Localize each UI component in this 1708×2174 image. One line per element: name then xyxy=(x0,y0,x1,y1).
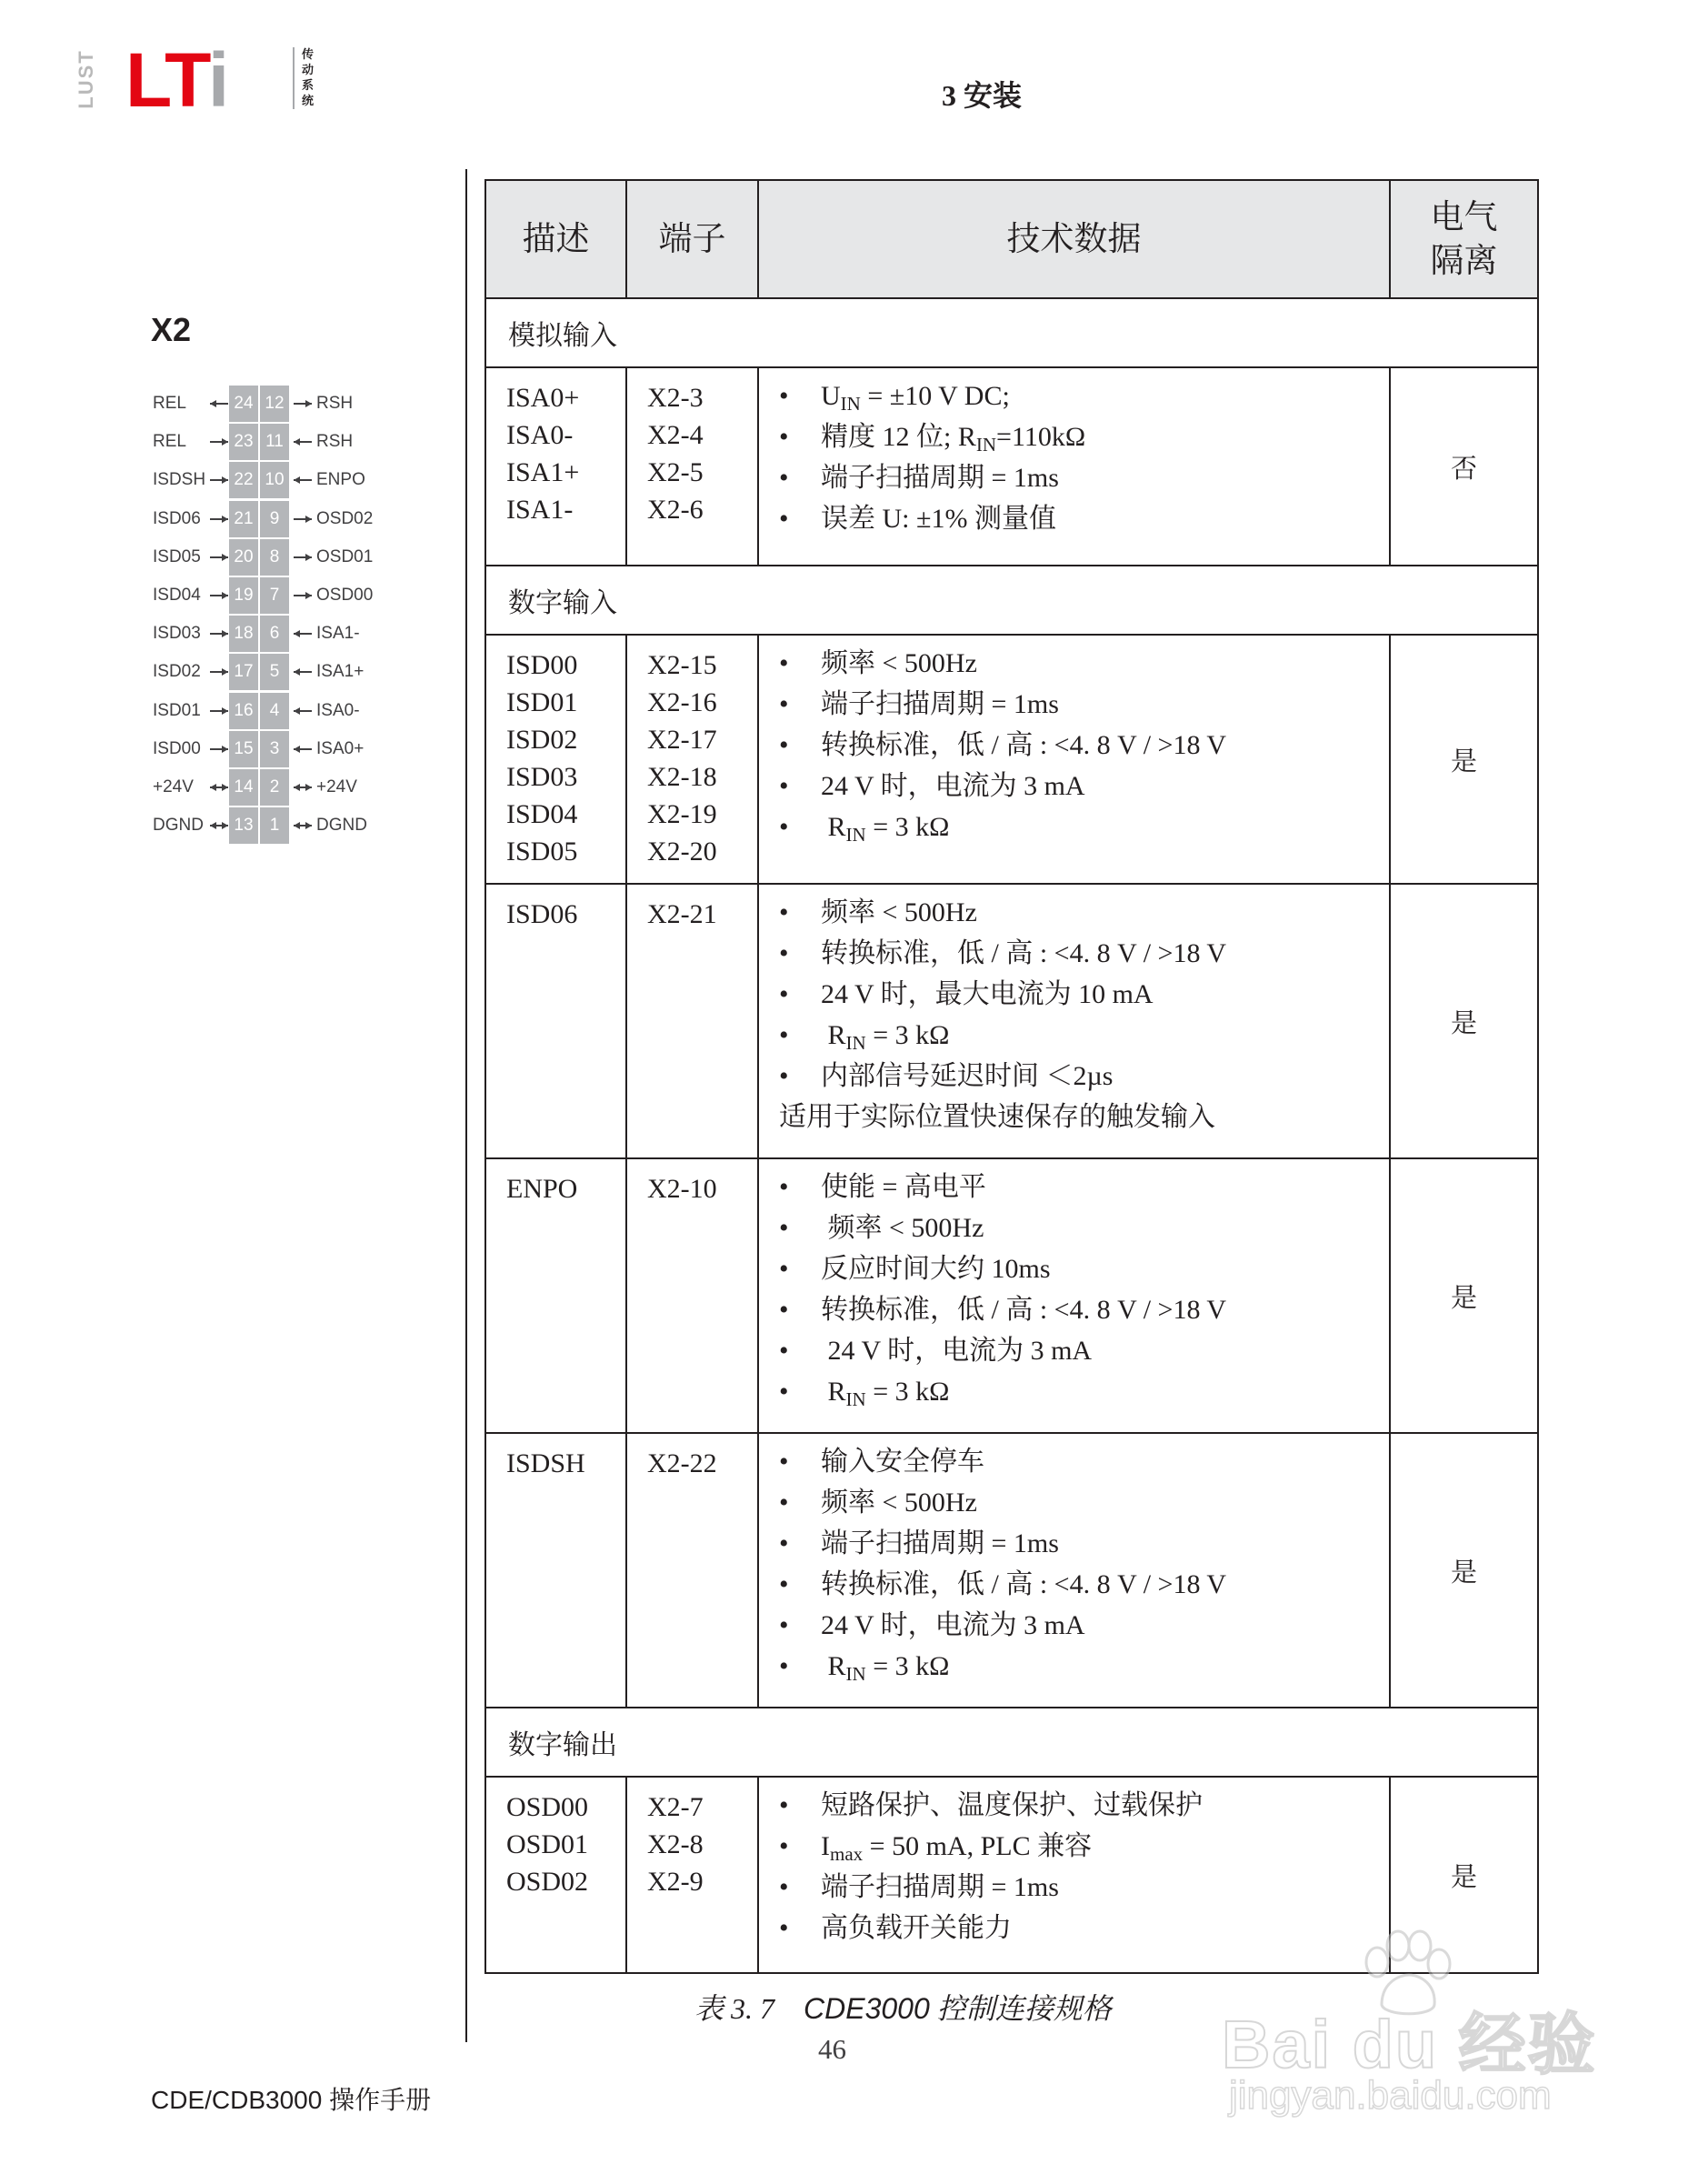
pin-row xyxy=(153,462,389,500)
list-item: • 内部信号延迟时间 ＜2µs xyxy=(779,1061,1114,1091)
lti-mark xyxy=(125,37,228,123)
list-item: • $R_{IN} = 3$ kΩ xyxy=(779,812,950,846)
desc-cell: OSD00 OSD01 OSD02 xyxy=(485,1777,626,1973)
terminal-cell: X2-15 X2-16 X2-17 X2-18 X2-19 X2-20 xyxy=(626,635,758,884)
arrow-icon xyxy=(291,469,315,491)
isolation-cell: 是 xyxy=(1390,635,1538,884)
pin-number-left: 24 xyxy=(229,386,258,422)
arrow-icon xyxy=(291,431,315,453)
pin-signal-right: ENPO xyxy=(316,470,365,490)
arrow-icon xyxy=(291,738,315,760)
terminal-cell: X2-10 xyxy=(626,1158,758,1433)
pin-signal-right: OSD02 xyxy=(316,508,374,528)
pin-signal-left: ISD01 xyxy=(153,700,201,720)
arrow-icon xyxy=(207,700,231,722)
pin-number-left: 16 xyxy=(229,693,258,729)
pin-number-right: 4 xyxy=(260,693,289,729)
arrow-icon xyxy=(291,661,315,683)
section-title: 数字输出 xyxy=(485,1708,1538,1777)
desc-cell: ISA0+ ISA0- ISA1+ ISA1- xyxy=(485,367,626,566)
arrow-icon xyxy=(207,661,231,683)
list-item: • $R_{IN} = 3$ kΩ xyxy=(779,1651,950,1685)
arrow-icon xyxy=(291,776,315,798)
pin-number-left: 23 xyxy=(229,424,258,460)
tech-cell xyxy=(758,367,1390,566)
list-item: • 端子扫描周期 = 1ms xyxy=(779,1528,1059,1558)
arrow-icon xyxy=(291,700,315,722)
table-caption: 表 3. 7 CDE3000 控制连接规格 xyxy=(694,1992,1112,2025)
connector-title: X2 xyxy=(151,311,192,348)
pin-signal-right: RSH xyxy=(316,394,354,413)
list-item: • 频率 < 500Hz xyxy=(779,897,977,927)
tech-cell xyxy=(758,635,1390,884)
pin-signal-right: ISA1- xyxy=(316,624,360,644)
pin-row xyxy=(153,386,389,424)
pin-number-left: 17 xyxy=(229,654,258,690)
list-item: • $I_{max} = 50$ mA, PLC 兼容 xyxy=(779,1831,1093,1865)
tech-cell xyxy=(758,1433,1390,1708)
header-tech: 技术数据 xyxy=(758,180,1390,298)
pin-signal-left: ISD03 xyxy=(153,624,201,644)
table-row xyxy=(485,1433,1538,1708)
pin-signal-right: ISA1+ xyxy=(316,662,365,682)
pin-number-left: 20 xyxy=(229,539,258,576)
header-terminal: 端子 xyxy=(626,180,758,298)
pin-row xyxy=(153,693,389,731)
pin-signal-left: ISD00 xyxy=(153,738,201,758)
pin-signal-left: ISD05 xyxy=(153,546,201,566)
arrow-icon xyxy=(291,623,315,645)
pin-signal-left: REL xyxy=(153,394,186,413)
list-item: • 转换标准，低 / 高 : <4. 8 V / >18 V xyxy=(779,938,1227,968)
tech-cell xyxy=(758,884,1390,1158)
pin-signal-left: ISD02 xyxy=(153,662,201,682)
terminal-cell: X2-3 X2-4 X2-5 X2-6 xyxy=(626,367,758,566)
pin-row xyxy=(153,539,389,577)
arrow-icon xyxy=(207,546,231,568)
arrow-icon xyxy=(207,815,231,837)
baidu-watermark xyxy=(1218,1955,1618,2137)
arrow-icon xyxy=(207,393,231,415)
pin-signal-right: RSH xyxy=(316,432,354,452)
logo-divider xyxy=(293,47,295,109)
list-item: • 转换标准，低 / 高 : <4. 8 V / >18 V xyxy=(779,1569,1227,1599)
logo-lt: LT xyxy=(125,37,208,123)
list-item: • 端子扫描周期 = 1ms xyxy=(779,689,1059,719)
pin-number-left: 22 xyxy=(229,462,258,498)
list-item: • 24 V 时，电流为 3 mA xyxy=(779,1336,1093,1366)
section-row-digital-output xyxy=(485,1708,1538,1777)
pin-number-right: 3 xyxy=(260,731,289,767)
terminal-cell: X2-7 X2-8 X2-9 xyxy=(626,1777,758,1973)
header-isolation: 电气 隔离 xyxy=(1390,180,1538,298)
pin-number-left: 15 xyxy=(229,731,258,767)
table-row xyxy=(485,884,1538,1158)
pin-number-right: 5 xyxy=(260,654,289,690)
pin-number-right: 7 xyxy=(260,577,289,614)
list-item: • 输入安全停车 xyxy=(779,1447,984,1477)
list-item: • 使能 = 高电平 xyxy=(779,1172,986,1202)
section-row-digital-input xyxy=(485,566,1538,635)
pin-signal-right: ISA0+ xyxy=(316,738,365,758)
desc-cell: ISD06 xyxy=(485,884,626,1158)
pin-number-right: 10 xyxy=(260,462,289,498)
list-item: • 误差 U: ±1% 测量值 xyxy=(779,504,1056,534)
pin-signal-left: DGND xyxy=(153,816,204,836)
pin-signal-right: ISA0- xyxy=(316,700,360,720)
isolation-cell: 否 xyxy=(1390,367,1538,566)
list-item: • 频率 < 500Hz xyxy=(779,648,977,678)
list-item: • 频率 < 500Hz xyxy=(779,1213,984,1243)
isolation-cell: 是 xyxy=(1390,1433,1538,1708)
pin-signal-left: +24V xyxy=(153,777,194,796)
list-item: • 高负载开关能力 xyxy=(779,1913,1012,1943)
arrow-icon xyxy=(207,776,231,798)
terminal-cell: X2-22 xyxy=(626,1433,758,1708)
section-row-analog xyxy=(485,298,1538,367)
desc-cell: ISD00 ISD01 ISD02 ISD03 ISD04 ISD05 xyxy=(485,635,626,884)
list-item: • 24 V 时，最大电流为 10 mA xyxy=(779,979,1154,1009)
page-number: 46 xyxy=(818,2033,846,2065)
section-title: 数字输入 xyxy=(485,566,1538,635)
list-item: • 反应时间大约 10ms xyxy=(779,1254,1051,1284)
vertical-divider xyxy=(465,169,467,2042)
header-desc: 描述 xyxy=(485,180,626,298)
chapter-heading: 3 安装 xyxy=(942,79,1023,112)
footer-manual-title: CDE/CDB3000 操作手册 xyxy=(151,2086,432,2114)
arrow-icon xyxy=(291,508,315,530)
section-title: 模拟输入 xyxy=(485,298,1538,367)
pin-row xyxy=(153,501,389,539)
arrow-icon xyxy=(207,738,231,760)
pin-row xyxy=(153,654,389,692)
pin-row xyxy=(153,424,389,462)
pin-number-right: 11 xyxy=(260,424,289,460)
arrow-icon xyxy=(291,585,315,606)
tech-cell xyxy=(758,1158,1390,1433)
pin-row xyxy=(153,577,389,616)
list-item: • 转换标准，低 / 高 : <4. 8 V / >18 V xyxy=(779,1295,1227,1325)
list-item: • 频率 < 500Hz xyxy=(779,1488,977,1518)
terminal-cell: X2-21 xyxy=(626,884,758,1158)
pin-signal-left: REL xyxy=(153,432,186,452)
arrow-icon xyxy=(207,469,231,491)
pin-number-right: 8 xyxy=(260,539,289,576)
isolation-cell: 是 xyxy=(1390,1158,1538,1433)
pin-number-left: 19 xyxy=(229,577,258,614)
pin-signal-right: OSD01 xyxy=(316,546,374,566)
pin-number-right: 1 xyxy=(260,807,289,844)
pin-number-left: 13 xyxy=(229,807,258,844)
list-item: • 端子扫描周期 = 1ms xyxy=(779,1872,1059,1902)
list-item: • 端子扫描周期 = 1ms xyxy=(779,463,1059,493)
list-item: • $R_{IN} = 3$ kΩ xyxy=(779,1377,950,1410)
list-item: • $R_{IN} = 3$ kΩ xyxy=(779,1020,950,1054)
pin-row xyxy=(153,731,389,769)
watermark-url: jingyan.baidu.com xyxy=(1229,2073,1552,2118)
pin-number-left: 21 xyxy=(229,501,258,537)
pin-row xyxy=(153,769,389,807)
isolation-cell: 是 xyxy=(1390,884,1538,1158)
table-row xyxy=(485,1158,1538,1433)
table-header-row xyxy=(485,180,1538,298)
list-item: • $U_{IN} = \pm 10$ V DC; xyxy=(779,381,1010,415)
tech-cell xyxy=(758,1777,1390,1973)
arrow-icon xyxy=(207,508,231,530)
pin-signal-right: +24V xyxy=(316,777,357,796)
pin-signal-left: ISD06 xyxy=(153,508,201,528)
arrow-icon xyxy=(207,585,231,606)
pin-signal-right: DGND xyxy=(316,816,367,836)
arrow-icon xyxy=(207,431,231,453)
watermark-brand: Bai du 经验 xyxy=(1222,2007,1597,2082)
arrow-icon xyxy=(291,815,315,837)
desc-cell: ENPO xyxy=(485,1158,626,1433)
list-item: • 短路保护、温度保护、过载保护 xyxy=(779,1790,1203,1820)
pin-number-left: 14 xyxy=(229,769,258,806)
table-row xyxy=(485,367,1538,566)
desc-cell: ISDSH xyxy=(485,1433,626,1708)
logo-tagline: 传 动 系 统 xyxy=(302,48,315,108)
list-item: • 24 V 时，电流为 3 mA xyxy=(779,1610,1085,1640)
pin-number-right: 12 xyxy=(260,386,289,422)
list-item: • 24 V 时，电流为 3 mA xyxy=(779,771,1085,801)
note-text: 适用于实际位置快速保存的触发输入 xyxy=(779,1102,1215,1132)
pin-number-right: 9 xyxy=(260,501,289,537)
pin-row xyxy=(153,616,389,654)
lust-side-text: LUST xyxy=(75,49,97,109)
pin-signal-left: ISDSH xyxy=(153,470,206,490)
control-connection-spec-table xyxy=(484,179,1539,1974)
arrow-icon xyxy=(291,546,315,568)
table-row xyxy=(485,635,1538,884)
pin-number-right: 6 xyxy=(260,616,289,652)
pin-signal-right: OSD00 xyxy=(316,586,374,605)
arrow-icon xyxy=(291,393,315,415)
arrow-icon xyxy=(207,623,231,645)
pin-number-left: 18 xyxy=(229,616,258,652)
list-item: • 转换标准，低 / 高 : <4. 8 V / >18 V xyxy=(779,730,1227,760)
pin-number-right: 2 xyxy=(260,769,289,806)
logo-i: i xyxy=(207,37,228,123)
pin-signal-left: ISD04 xyxy=(153,586,201,605)
list-item: • 精度 12 位; $R_{IN}=110k\Omega$ xyxy=(779,422,1086,456)
isolation-cell: 是 xyxy=(1390,1777,1538,1973)
pin-row xyxy=(153,807,389,846)
